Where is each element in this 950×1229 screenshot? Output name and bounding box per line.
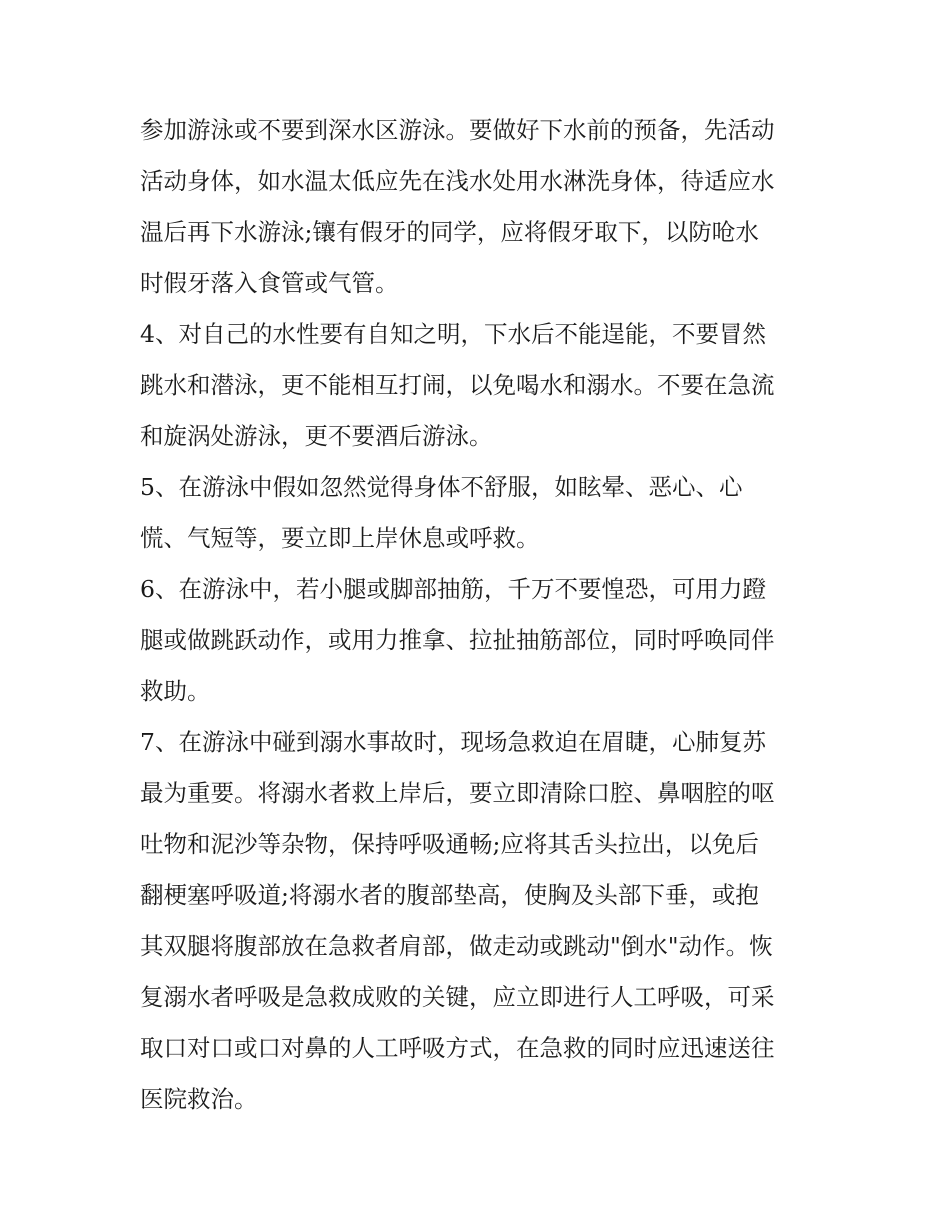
text-line: 救助。 <box>140 677 211 705</box>
text-line: 温后再下水游泳;镶有假牙的同学，应将假牙取下，以防呛水 <box>140 218 759 246</box>
text-line: 和旋涡处游泳，更不要酒后游泳。 <box>140 422 493 450</box>
text-line: 5、在游泳中假如忽然觉得身体不舒服，如眩晕、恶心、心 <box>140 473 743 501</box>
text-line: 其双腿将腹部放在急救者肩部，做走动或跳动"倒水"动作。恢 <box>140 932 773 960</box>
text-line: 活动身体，如水温太低应先在浅水处用水淋洗身体，待适应水 <box>140 167 775 195</box>
text-line: 6、在游泳中，若小腿或脚部抽筋，千万不要惶恐，可用力蹬 <box>140 575 766 603</box>
text-line: 慌、气短等，要立即上岸休息或呼救。 <box>140 524 540 552</box>
text-line: 4、对自己的水性要有自知之明，下水后不能逞能，不要冒然 <box>140 320 766 348</box>
text-line: 取口对口或口对鼻的人工呼吸方式，在急救的同时应迅速送往 <box>140 1034 775 1062</box>
text-line: 时假牙落入食管或气管。 <box>140 269 399 297</box>
text-line: 腿或做跳跃动作，或用力推拿、拉扯抽筋部位，同时呼唤同伴 <box>140 626 775 654</box>
text-line: 参加游泳或不要到深水区游泳。要做好下水前的预备，先活动 <box>140 116 775 144</box>
text-line: 吐物和泥沙等杂物，保持呼吸通畅;应将其舌头拉出，以免后 <box>140 830 759 858</box>
text-line: 最为重要。将溺水者救上岸后，要立即清除口腔、鼻咽腔的呕 <box>140 779 775 807</box>
text-line: 复溺水者呼吸是急救成败的关键，应立即进行人工呼吸，可采 <box>140 983 775 1011</box>
text-line: 翻梗塞呼吸道;将溺水者的腹部垫高，使胸及头部下垂，或抱 <box>140 881 759 909</box>
text-line: 医院救治。 <box>140 1085 258 1113</box>
text-line: 跳水和潜泳，更不能相互打闹，以免喝水和溺水。不要在急流 <box>140 371 775 399</box>
text-line: 7、在游泳中碰到溺水事故时，现场急救迫在眉睫，心肺复苏 <box>140 728 766 756</box>
